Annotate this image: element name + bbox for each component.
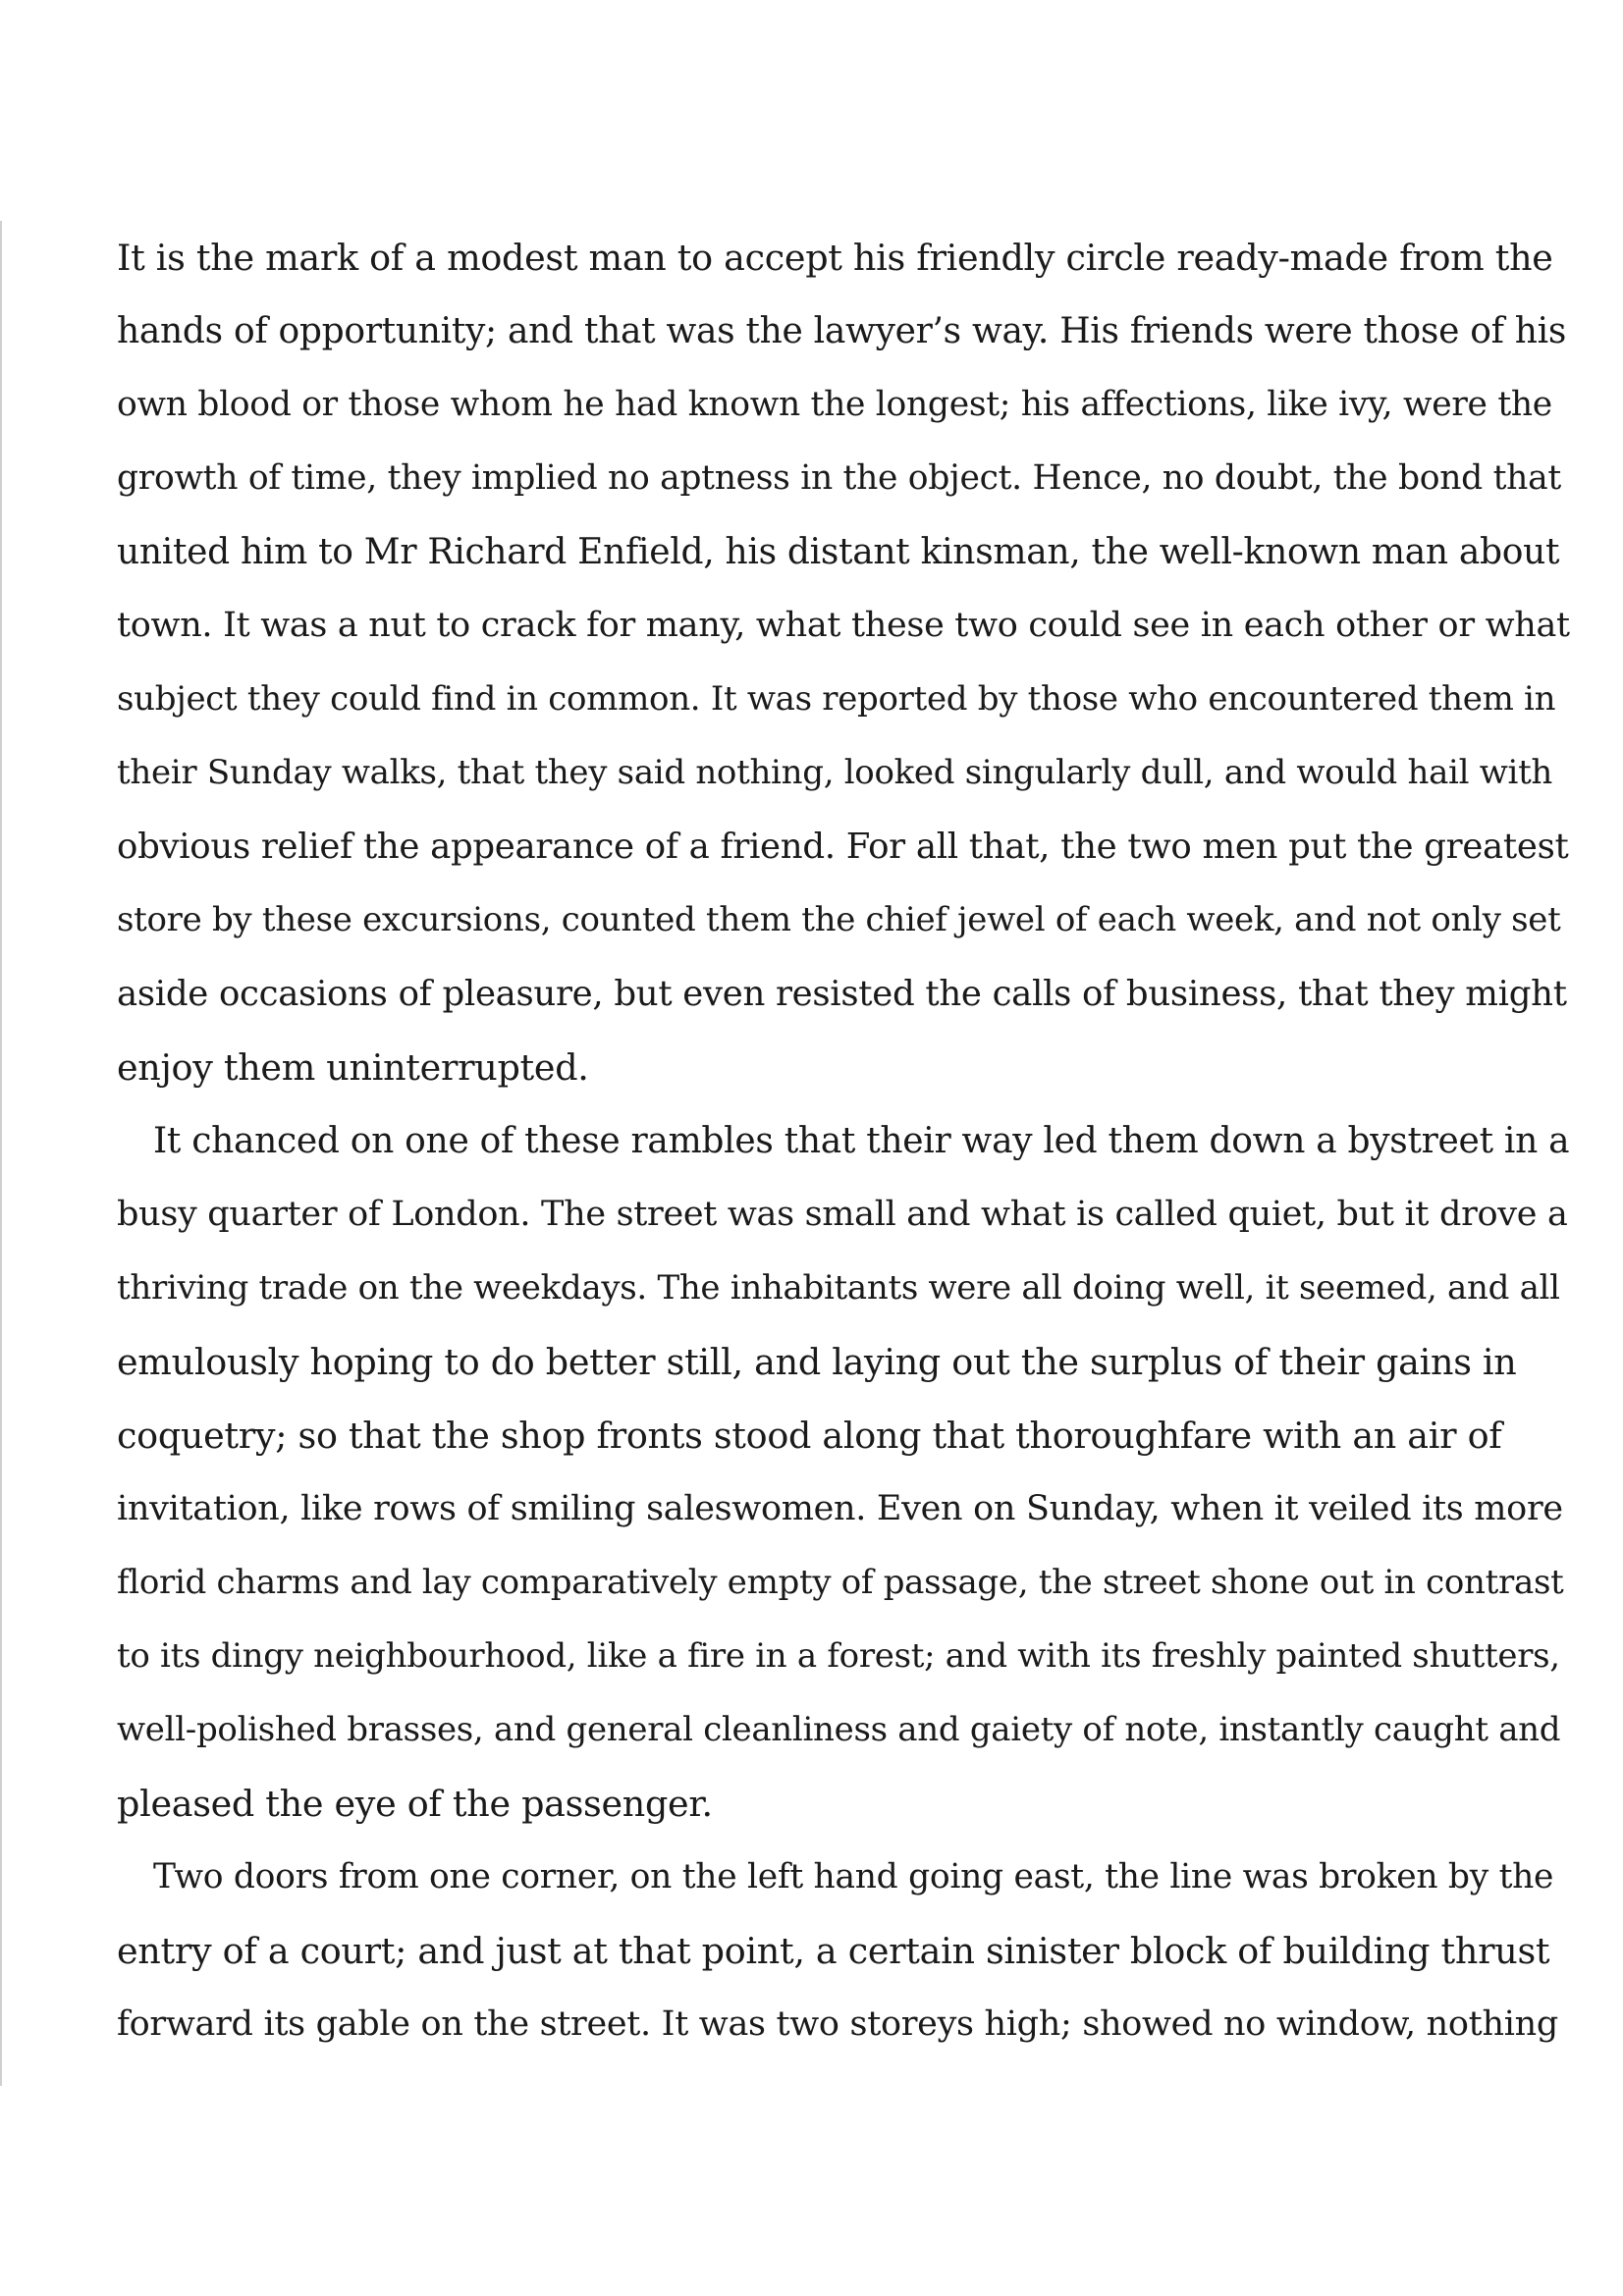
text-line: enjoy them uninterrupted. (117, 1046, 589, 1089)
text-line: busy quarter of London. The street was small and what is called quiet, but it drove a (117, 1195, 1568, 1234)
text-line: It is the mark of a modest man to accept his friendly circle ready-made from the (117, 237, 1553, 279)
text-line: town. It was a nut to crack for many, what these two could see in each other or what (117, 606, 1570, 645)
text-line: aside occasions of pleasure, but even resisted the calls of business, that they might (117, 974, 1567, 1014)
text-line: florid charms and lay comparatively empty of passage, the street shone out in contrast (117, 1563, 1564, 1602)
body-text (117, 221, 1570, 2061)
text-line: store by these excursions, counted them the chief jewel of each week, and not only set (117, 900, 1561, 939)
text-line: obvious relief the appearance of a friend. For all that, the two men put the greatest (117, 827, 1569, 867)
text-line: hands of opportunity; and that was the lawyer’s way. His friends were those of his (117, 311, 1567, 351)
text-line: forward its gable on the street. It was two storeys high; showed no window, nothing (117, 2004, 1558, 2044)
text-line: coquetry; so that the shop fronts stood along that thoroughfare with an air of (117, 1415, 1502, 1457)
text-line: to its dingy neighbourhood, like a fire in a forest; and with its freshly painted shutters, (117, 1636, 1560, 1676)
text-line: subject they could find in common. It was reported by those who encountered them in (117, 679, 1556, 719)
paragraph-first-line: Two doors from one corner, on the left hand going east, the line was broken by the (153, 1857, 1554, 1896)
text-line: united him to Mr Richard Enfield, his distant kinsman, the well-known man about (117, 532, 1560, 572)
text-line: their Sunday walks, that they said nothing, looked singularly dull, and would hail with (117, 753, 1553, 792)
text-line: emulously hoping to do better still, and laying out the surplus of their gains in (117, 1341, 1517, 1383)
page-edge-rule (0, 221, 2, 2086)
text-line: thriving trade on the weekdays. The inhabitants were all doing well, it seemed, and all (117, 1268, 1560, 1308)
text-line: invitation, like rows of smiling saleswomen. Even on Sunday, when it veiled its more (117, 1489, 1563, 1528)
text-line: own blood or those whom he had known the longest; his affections, like ivy, were the (117, 385, 1552, 424)
text-line: pleased the eye of the passenger. (117, 1783, 713, 1825)
text-line: well-polished brasses, and general cleanliness and gaiety of note, instantly caught and (117, 1710, 1561, 1749)
paragraph-first-line: It chanced on one of these rambles that their way led them down a bystreet in a (153, 1121, 1570, 1161)
text-line: growth of time, they implied no aptness in the object. Hence, no doubt, the bond that (117, 458, 1561, 498)
text-line: entry of a court; and just at that point, a certain sinister block of building thrust (117, 1930, 1550, 1972)
